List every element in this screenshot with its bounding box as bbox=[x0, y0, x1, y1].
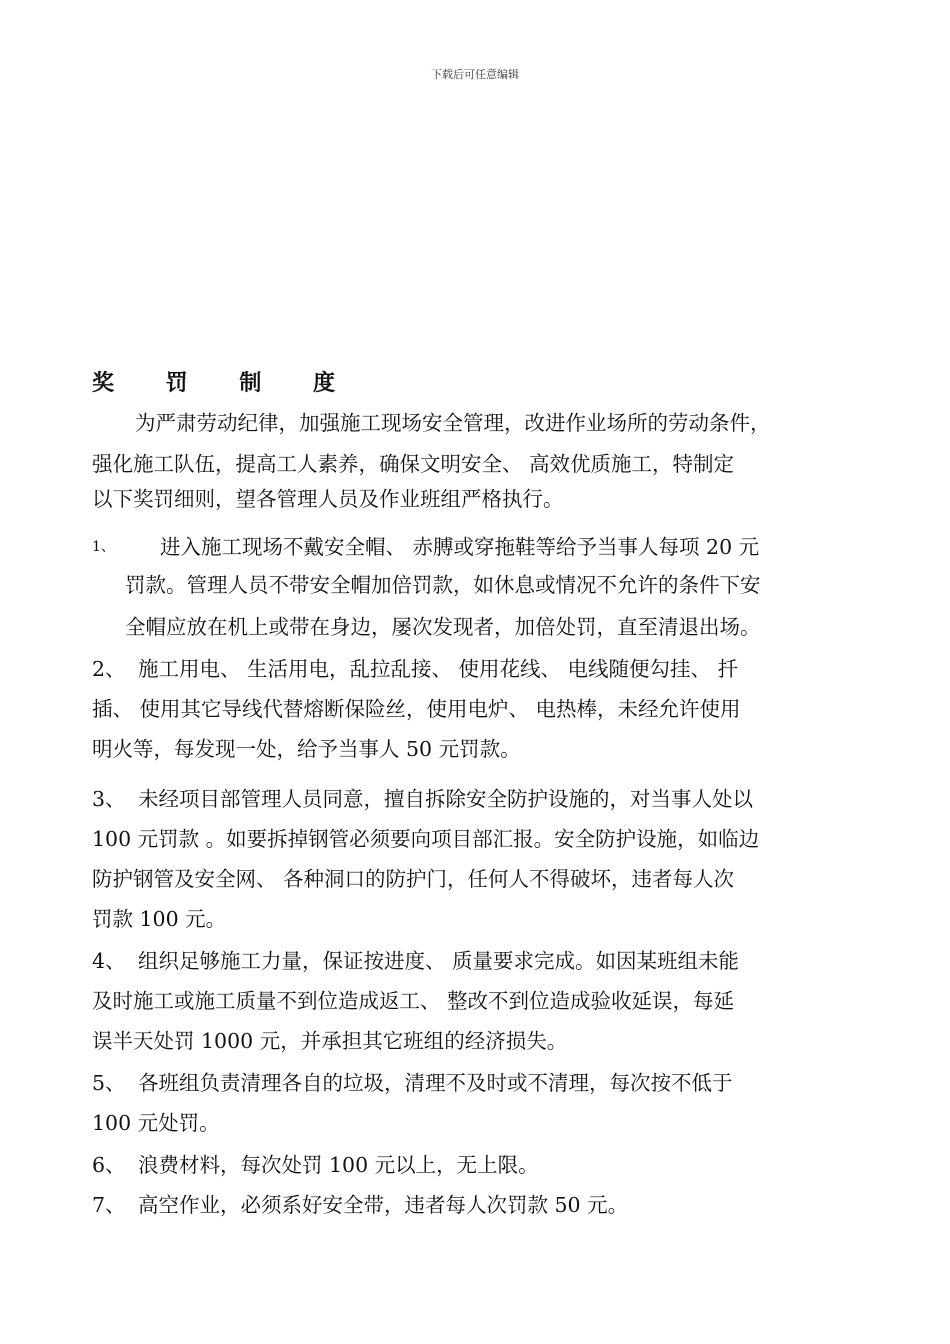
rule-5-line-2: 100 元处罚。 bbox=[92, 1111, 220, 1135]
rule-2-number: 2、 bbox=[92, 657, 126, 681]
rule-4-line-1: 组织足够施工力量，保证按进度、 质量要求完成。如因某班组未能 bbox=[138, 949, 740, 973]
rule-7-line-1: 高空作业，必须系好安全带，违者每人次罚款 50 元。 bbox=[138, 1193, 629, 1217]
rule-5-line-1: 各班组负责清理各自的垃圾，清理不及时或不清理，每次按不低于 bbox=[138, 1071, 733, 1095]
rule-5-number: 5、 bbox=[92, 1071, 126, 1095]
rule-3-line-2: 100 元罚款 。如要拆掉钢管必须要向项目部汇报。安全防护设施，如临边 bbox=[92, 827, 760, 851]
rule-3-line-4: 罚款 100 元。 bbox=[92, 907, 227, 931]
rule-3-number: 3、 bbox=[92, 787, 126, 811]
rule-6-number: 6、 bbox=[92, 1153, 126, 1177]
rule-2-line-2: 插、 使用其它导线代替熔断保险丝，使用电炉、 电热棒，未经允许使用 bbox=[92, 697, 741, 721]
rule-7-number: 7、 bbox=[92, 1193, 126, 1217]
intro-line-3: 以下奖罚细则，望各管理人员及作业班组严格执行。 bbox=[92, 487, 564, 511]
intro-line-2: 强化施工队伍，提高工人素养，确保文明安全、 高效优质施工，特制定 bbox=[92, 452, 735, 476]
intro-line-1: 为严肃劳动纪律，加强施工现场安全管理，改进作业场所的劳动条件， bbox=[135, 411, 771, 435]
rule-4-line-3: 误半天处罚 1000 元，并承担其它班组的经济损失。 bbox=[92, 1029, 568, 1053]
document-title: 奖 罚 制 度 bbox=[92, 371, 357, 396]
rule-1-line-1: 进入施工现场不戴安全帽、 赤膊或穿拖鞋等给予当事人每项 20 元 bbox=[160, 535, 760, 559]
rule-6-line-1: 浪费材料，每次处罚 100 元以上，无上限。 bbox=[138, 1153, 539, 1177]
rule-1-line-2: 罚款。管理人员不带安全帽加倍罚款，如休息或情况不允许的条件下安 bbox=[125, 573, 761, 597]
rule-4-line-2: 及时施工或施工质量不到位造成返工、 整改不到位造成验收延误，每延 bbox=[92, 989, 735, 1013]
page-header-watermark: 下载后可任意编辑 bbox=[431, 68, 519, 81]
rule-1-number: 1、 bbox=[92, 539, 115, 555]
rule-3-line-3: 防护钢管及安全网、 各种洞口的防护门，任何人不得破坏，违者每人次 bbox=[92, 867, 735, 891]
rule-3-line-1: 未经项目部管理人员同意，擅自拆除安全防护设施的，对当事人处以 bbox=[138, 787, 753, 811]
rule-4-number: 4、 bbox=[92, 949, 126, 973]
rule-2-line-3: 明火等，每发现一处，给予当事人 50 元罚款。 bbox=[92, 737, 521, 761]
rule-1-line-3: 全帽应放在机上或带在身边，屡次发现者，加倍处罚，直至清退出场。 bbox=[125, 615, 761, 639]
rule-2-line-1: 施工用电、 生活用电，乱拉乱接、 使用花线、 电线随便勾挂、 扦 bbox=[138, 657, 739, 681]
